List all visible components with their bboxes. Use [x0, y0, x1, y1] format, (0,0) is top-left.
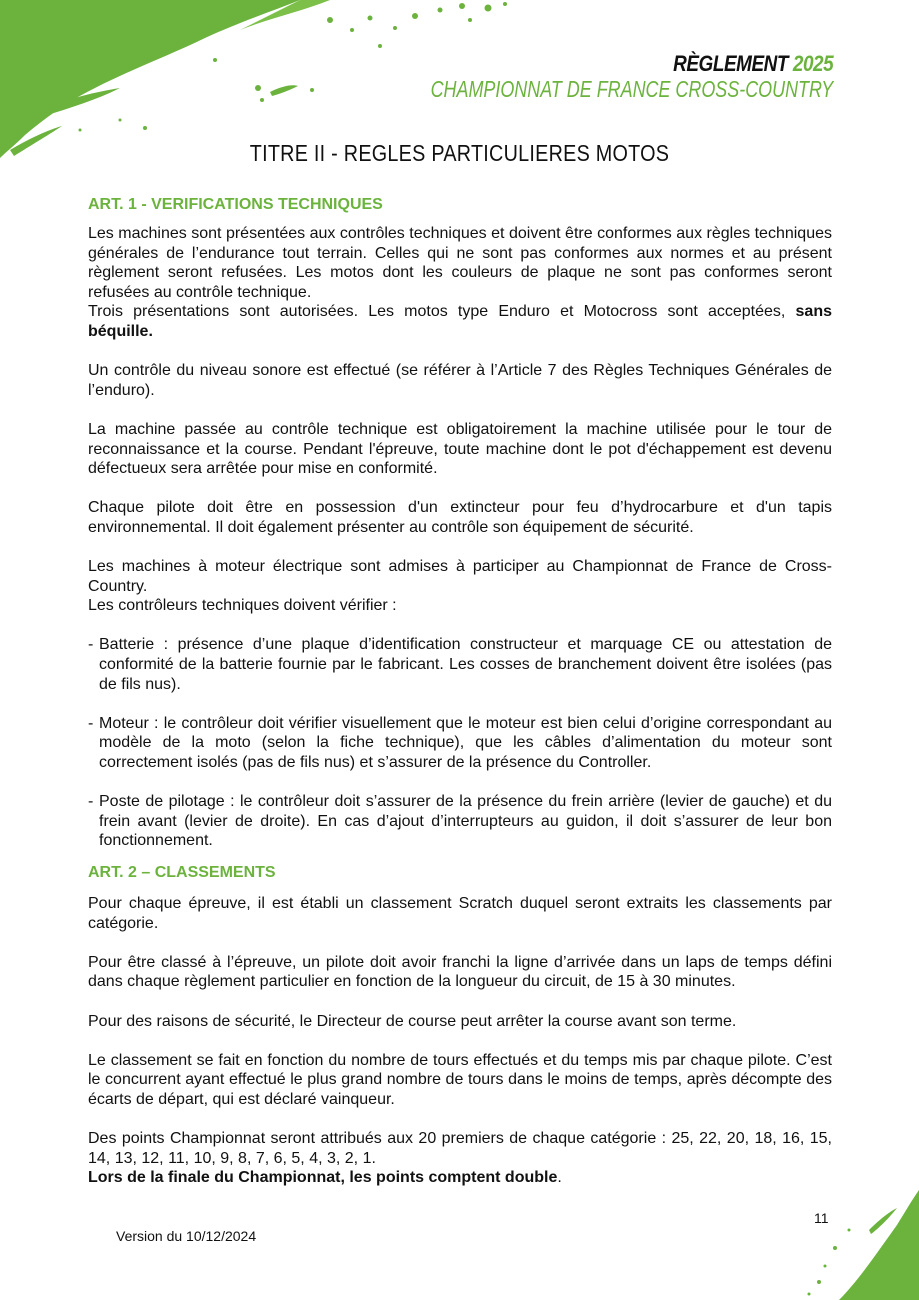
art1-bullet-motor: - Moteur : le contrôleur doit vérifier visuellement que le moteur est bien celui d’origine correspondant au modèle de la moto (selon la fiche technique), que les câbles d’alimentation du moteur sont correctement isolés (pas de fils nus) et s’assurer de la présence du Controller. [88, 714, 832, 772]
art1-paragraph-7: Les contrôleurs techniques doivent vérifier : [88, 597, 397, 615]
document-body [88, 195, 832, 1188]
art2-paragraph-1: Pour chaque épreuve, il est établi un classement Scratch duquel seront extraits les classements par catégorie. [88, 895, 832, 932]
art2-paragraph-5: Des points Championnat seront attribués aux 20 premiers de chaque catégorie : 25, 22, 20, 18, 16, 15, 14, 13, 12, 11, 10, 9, 8, 7, 6, 5, 4, 3, 2, 1. [88, 1130, 832, 1167]
art1-paragraph-3: Un contrôle du niveau sonore est effectué (se référer à l’Article 7 des Règles Techniques Générales de l’enduro). [88, 362, 832, 399]
art2-paragraph-6: Lors de la finale du Championnat, les points comptent double. [88, 1169, 562, 1187]
green-brush-splash-bottom-right [779, 1190, 919, 1300]
art1-paragraph-2: Trois présentations sont autorisées. Les motos type Enduro et Motocross sont acceptées, sans béquille. [88, 303, 832, 340]
page-title: TITRE II - REGLES PARTICULIERES MOTOS [249, 140, 670, 166]
art1-paragraph-6: Les machines à moteur électrique sont admises à participer au Championnat de France de Cross-Country. [88, 558, 832, 595]
art1-paragraph-4: La machine passée au contrôle technique est obligatoirement la machine utilisée pour le tour de reconnaissance et la course. Pendant l'épreuve, toute machine dont le pot d'échappement est devenu défectueux sera arrêtée pour mise en conformité. [88, 420, 832, 478]
art2-paragraph-6-bold: Lors de la finale du Championnat, les points comptent double [88, 1169, 558, 1187]
page-number: 11 [814, 1210, 829, 1226]
art1-bullet-battery: - Batterie : présence d’une plaque d’identification constructeur et marquage CE ou attestation de conformité de la batterie fournie par le fabricant. Les cosses de branchement doivent être isolées (pas de fils nus). [88, 636, 832, 693]
art1-bullet-cockpit: - Poste de pilotage : le contrôleur doit s’assurer de la présence du frein arrière (levier de gauche) et du frein avant (levier de droite). En cas d’ajout d’interrupteurs au guidon, il doit s’assurer de leur bon fonctionnement. [88, 793, 832, 850]
footer-version: Version du 10/12/2024 [116, 1228, 257, 1244]
art1-heading: ART. 1 - VERIFICATIONS TECHNIQUES [88, 196, 383, 213]
art2-paragraph-3: Pour des raisons de sécurité, le Directeur de course peut arrêter la course avant son terme. [88, 1012, 737, 1030]
header-reglement-word: RÈGLEMENT [672, 51, 788, 76]
header-championship-subtitle: CHAMPIONNAT DE FRANCE CROSS-COUNTRY [430, 76, 833, 102]
art2-paragraph-4: Le classement se fait en fonction du nombre de tours effectués et du temps mis par chaque pilote. C’est le concurrent ayant effectué le plus grand nombre de tours dans le moins de temps, après décompte des écarts de départ, qui est déclaré vainqueur. [88, 1051, 832, 1108]
header-year: 2025 [792, 51, 833, 76]
art1-paragraph-1: Les machines sont présentées aux contrôles techniques et doivent être conformes aux règles techniques générales de l’endurance tout terrain. Celles qui ne sont pas conformes aux normes et au présent règlement seront refusées. Les motos dont les couleurs de plaque ne sont pas conformes seront refusées au contrôle technique. [88, 225, 832, 301]
art1-paragraph-5: Chaque pilote doit être en possession d'un extincteur pour feu d’hydrocarbure et d'un tapis environnemental. Il doit également présenter au contrôle son équipement de sécurité. [88, 499, 832, 536]
art2-paragraph-2: Pour être classé à l’épreuve, un pilote doit avoir franchi la ligne d’arrivée dans un laps de temps défini dans chaque règlement particulier en fonction de la longueur du circuit, de 15 à 30 minutes. [88, 953, 832, 991]
art1-paragraph-2-bold: sans béquille. [88, 303, 832, 340]
document-header [317, 52, 833, 102]
header-reglement-title [389, 52, 833, 76]
art2-heading: ART. 2 – CLASSEMENTS [88, 864, 276, 881]
